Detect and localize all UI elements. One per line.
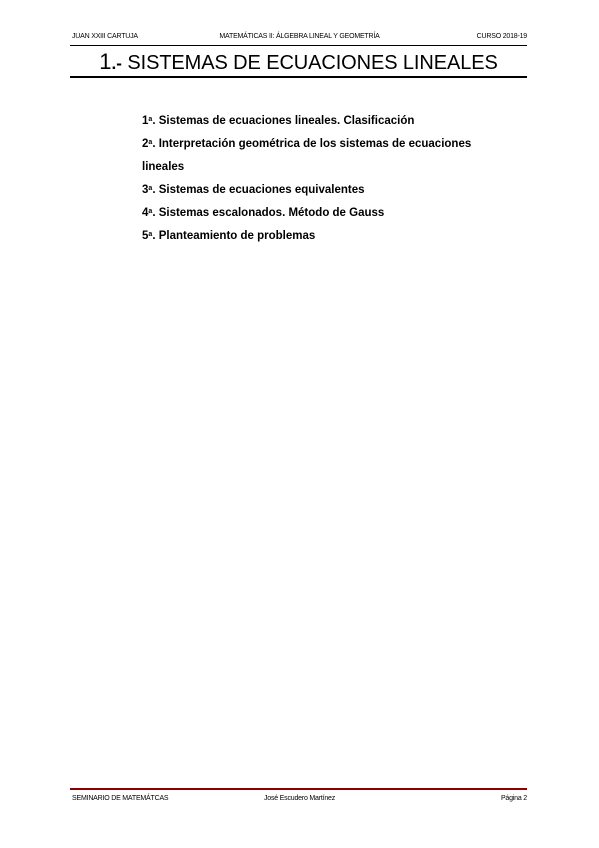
toc-item: [142, 110, 502, 133]
toc-item-ordinal: a: [148, 185, 153, 192]
footer-department: SEMINARIO DE MATEMÁTCAS: [72, 795, 169, 802]
page-footer: [72, 795, 527, 807]
title-text: SISTEMAS DE ECUACIONES LINEALES: [121, 52, 498, 74]
toc-item: [142, 179, 502, 202]
table-of-contents: [142, 110, 502, 248]
footer-page-number: Página 2: [500, 795, 527, 802]
toc-item: [142, 225, 502, 248]
toc-item-number: 3: [142, 184, 149, 196]
toc-item-ordinal: a: [148, 231, 153, 238]
toc-item-label: . Sistemas de ecuaciones equivalentes: [152, 184, 365, 196]
toc-item-ordinal: a: [148, 116, 153, 123]
toc-item-ordinal: a: [148, 208, 153, 215]
title-divider: [70, 76, 527, 78]
toc-item: [142, 202, 502, 225]
toc-item-label: . Sistemas escalonados. Método de Gauss: [152, 207, 385, 219]
header-divider: [70, 45, 527, 46]
title-number: 1: [99, 49, 112, 74]
header-course: CURSO 2018-19: [476, 33, 527, 40]
header-school: JUAN XXIII CARTUJA: [72, 33, 138, 40]
page-header: [72, 33, 527, 45]
toc-item-number: 4: [142, 207, 149, 219]
title-separator: .-: [111, 54, 122, 73]
toc-item: [142, 133, 502, 179]
toc-item-number: 1: [142, 115, 149, 127]
header-subject: MATEMÁTICAS II: ÁLGEBRA LINEAL Y GEOMETRÍA: [219, 33, 380, 40]
toc-item-number: 5: [142, 230, 149, 242]
footer-author: José Escudero Martínez: [263, 795, 336, 802]
footer-divider: [70, 788, 527, 790]
page-title: [70, 49, 527, 77]
toc-item-label: . Interpretación geométrica de los sistemas de ecuaciones lineales: [142, 138, 472, 173]
toc-item-number: 2: [142, 138, 149, 150]
toc-item-label: . Planteamiento de problemas: [152, 230, 316, 242]
toc-item-ordinal: a: [148, 139, 153, 146]
toc-item-label: . Sistemas de ecuaciones lineales. Clasificación: [152, 115, 415, 127]
